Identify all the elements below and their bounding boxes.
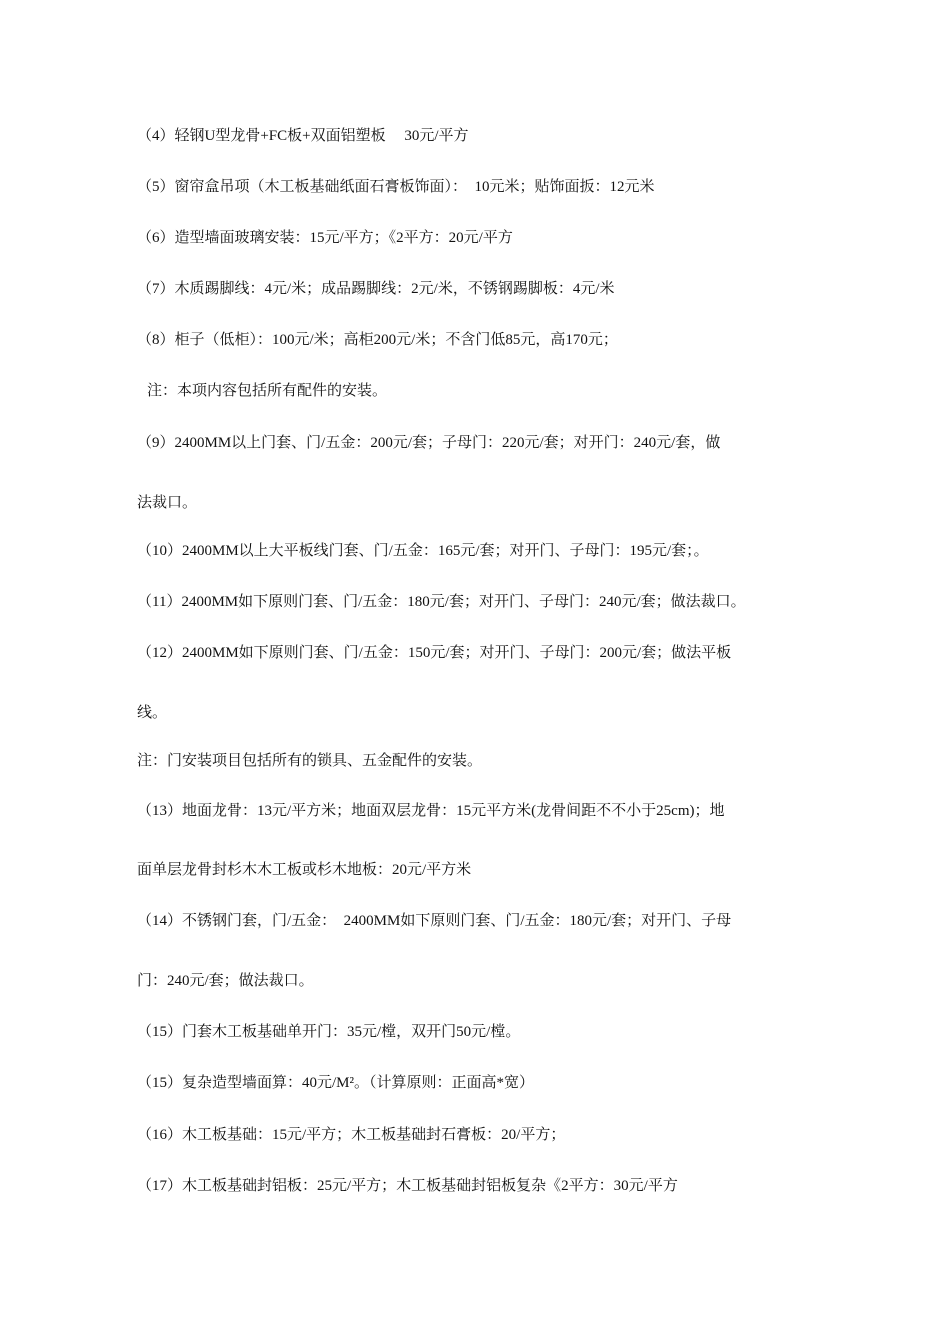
note-accessories: 注：本项内容包括所有配件的安装。 <box>147 383 388 399</box>
line-item-9: （9）2400MM以上门套、门/五金：200元/套；子母门：220元/套；对开门：240元/套，做 <box>137 435 721 451</box>
line-item-12-continued: 线。 <box>137 705 168 721</box>
line-item-15a: （15）门套木工板基础单开门：35元/樘，双开门50元/樘。 <box>137 1024 521 1040</box>
line-item-5: （5）窗帘盒吊项（木工板基础纸面石膏板饰面）： 10元米；贴饰面扳：12元米 <box>137 179 655 195</box>
line-item-14: （14）不锈钢门套，门/五金： 2400MM如下原则门套、门/五金：180元/套；对开门、子母 <box>137 913 732 929</box>
line-item-15b: （15）复杂造型墙面算：40元/M²。（计算原则：正面高*宽） <box>137 1075 535 1091</box>
line-item-13-continued: 面单层龙骨封杉木木工板或杉木地板：20元/平方米 <box>137 862 472 878</box>
line-item-12: （12）2400MM如下原则门套、门/五金：150元/套；对开门、子母门：200元/套；做法平板 <box>137 645 732 661</box>
line-item-11: （11）2400MM如下原则门套、门/五金：180元/套；对开门、子母门：240元/套；做法裁口。 <box>137 594 746 610</box>
line-item-6: （6）造型墙面玻璃安装：15元/平方；《2平方：20元/平方 <box>137 230 513 246</box>
line-item-14-continued: 门：240元/套；做法裁口。 <box>137 973 314 989</box>
line-item-17: （17）木工板基础封铝板：25元/平方；木工板基础封铝板复杂《2平方：30元/平方 <box>137 1178 678 1194</box>
line-item-16: （16）木工板基础：15元/平方；木工板基础封石膏板：20/平方； <box>137 1127 566 1143</box>
line-item-8: （8）柜子（低柜）：100元/米；高柜200元/米；不含门低85元，高170元； <box>137 332 618 348</box>
line-item-9-continued: 法裁口。 <box>137 495 198 511</box>
line-item-10: （10）2400MM以上大平板线门套、门/五金：165元/套；对开门、子母门：195元/套；。 <box>137 543 709 559</box>
line-item-4: （4）轻钢U型龙骨+FC板+双面铝塑板 30元/平方 <box>137 128 469 144</box>
line-item-7: （7）木质踢脚线：4元/米；成品踢脚线：2元/米，不锈钢踢脚板：4元/米 <box>137 281 615 297</box>
line-item-13: （13）地面龙骨：13元/平方米；地面双层龙骨：15元平方米(龙骨间距不不小于25cm)；地 <box>137 803 725 819</box>
note-door-install: 注：门安装项目包括所有的锁具、五金配件的安装。 <box>137 753 483 769</box>
